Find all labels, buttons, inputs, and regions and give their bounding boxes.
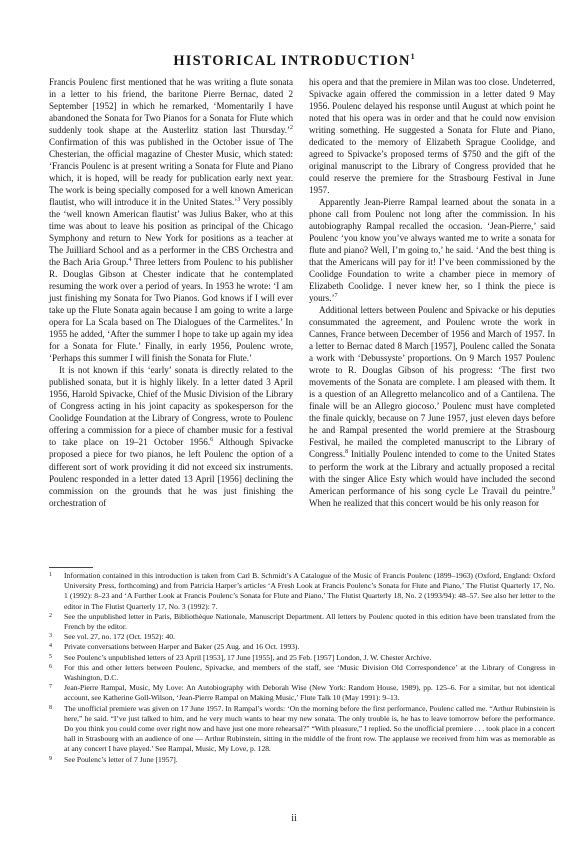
paragraph	[49, 76, 293, 364]
footnote-ref: 9	[552, 485, 555, 492]
footnote-text: Information contained in this introduction is taken from Carl B. Schmidt’s A Catalogue of the Music of Francis Poulenc (1899–1963) (Oxford, England: Oxford University Press, forthcoming) and from Patricia Harper’s articles ‘A Fresh Look at Francis Poulenc’s Sonata for Flute and Piano,’ The Flutist Quarterly 17, No. 1 (1992): 8–23 and ‘A Further Look at Francis Poulenc’s Sonata for Flute and Piano,’ The Flutist Quarterly 18, No. 2 (1993/94): 48–57. See also her letter to the editor in The Flutist Quarterly 17, No. 3 (1992): 7.	[64, 571, 555, 611]
footnote-number: 2	[49, 612, 52, 619]
footnotes	[49, 571, 555, 765]
footnote-text: Private conversations between Harper and Baker (25 Aug. and 16 Oct. 1993).	[64, 642, 300, 652]
footnote-number: 7	[49, 684, 52, 691]
footnote-ref: 7	[334, 293, 338, 300]
paragraph-text: It is not known if this ‘early’ sonata is directly related to the published sonata, but it is highly likely. In a letter dated 3 April 1956, Harold Spivacke, Chief of the Music Division of the Library of Congress acting in his joint capacity as spokesperson for the Coolidge Foundation at the Library of Congress, wrote to Poulenc offering a commission for a piece of chamber music for a festival to take place on 19–21 October 1956.	[49, 365, 293, 448]
footnote	[49, 642, 555, 652]
paragraph	[309, 196, 555, 304]
footnote	[49, 683, 555, 703]
footnote-ref: 8	[345, 449, 349, 456]
footnote	[49, 571, 555, 612]
paragraph-text: Although Spivacke proposed a piece for two pianos, he left Poulenc the option of a different sort of work providing it did not exceed six instruments. Poulenc responded in a letter dated 13 April [1956] declining the commission on the grounds that he was just finishing the orchestration of	[49, 437, 294, 508]
footnote	[49, 612, 555, 632]
footnote-ref: 3	[237, 197, 241, 204]
footnote-text: See Poulenc’s letter of 7 June [1957].	[64, 754, 178, 764]
footnote-number: 9	[49, 755, 52, 762]
paragraph	[309, 76, 555, 196]
footnote	[49, 663, 555, 683]
paragraph-text: Very possibly the ‘well known American flautist’ was Julius Baker, who at this time was about to leave his position as principal of the Chicago Symphony and return to New York for positions as a teacher at The Juilliard School and as a performer in the CBS Orchestra and the Bach Aria Group.	[49, 197, 293, 268]
title-footnote-mark: 1	[410, 52, 415, 61]
footnote	[49, 704, 555, 755]
paragraph-text: Apparently Jean-Pierre Rampal learned about the sonata in a phone call from Poulenc not long after the commission. In his autobiography Rampal recalled the occasion. ‘Jean-Pierre,’ said Poulenc ‘you know you’ve always wanted me to write a sonata for flute and piano? Well, I’m going to,’ he said. ‘And the best thing is that the Americans will pay for it! I’ve been commissioned by the Coolidge Foundation to write a chamber piece in memory of Elizabeth Coolidge. I never knew her, so I think the piece is yours.’	[309, 197, 555, 304]
footnote	[49, 632, 555, 642]
footnote-text: The unofficial premiere was given on 17 June 1957. In Rampal’s words: ‘On the morning before the first performance, Poulenc called me. “Arthur Rubinstein is here,” he said. “I’ve just talked to him, and he very much wants to hear my new sonata. The only trouble is, he has to leave tomorrow before the performance. Do you think you could come over right now and have just one more rehearsal?” “With pleasure,” I replied. So the unofficial premiere . . . took place in a concert hall in Strasbourg with an audience of one — Arthur Rubinstein, sitting in the middle of the front row. The applause we received from him was as memorable as at any concert I have played.’ See Rampal, Music, My Love, p. 128.	[64, 703, 555, 754]
footnote-ref: 4	[128, 257, 132, 264]
page-number: ii	[291, 813, 297, 824]
right-column	[309, 76, 555, 509]
paragraph-text: When he realized that this concert would be his only reason for	[309, 497, 540, 508]
paragraph-text: Three letters from Poulenc to his publisher R. Douglas Gibson at Chester indicate that he contemplated resuming the work over a period of years. In 1953 he wrote: ‘I am just finishing my Sonata for Two Pianos. God knows if I will ever take up the Flute Sonata again because I am going to write a large opera for La Scala based on The Dialogues of the Carmelites.’ In 1955 he added, ‘After the summer I hope to take up again my idea for a Sonata for Flute.’ Finally, in early 1956, Poulenc wrote, ‘Perhaps this summer I will finish the Sonata for Flute.’	[49, 257, 294, 364]
paragraph-text: Confirmation of this was published in the October issue of The Chesterian, the official magazine of Chester Music, which stated: ‘Francis Poulenc is at present writing a Sonata for Flute and Piano which, it is hoped, will be ready for publication early next year. The work is being specially composed for a well known American flautist, who will introduce it in the United States.’	[49, 137, 293, 208]
footnote-text: See vol. 27, no. 172 (Oct. 1952): 40.	[64, 632, 175, 642]
footnote-text: See the unpublished letter in Paris, Bibliothèque Nationale, Manuscript Department. All letters by Poulenc quoted in this edition have been translated from the French by the editor.	[64, 611, 555, 632]
left-column	[49, 76, 293, 509]
footnote-text: Jean-Pierre Rampal, Music, My Love: An Autobiography with Deborah Wise (New York: Random House, 1989), pp. 125–6. For a similar, but not identical account, see Katherine Goll-Wilson, ‘Jean-Pierre Rampal on Making Music,’ Flute Talk 10 (May 1991): 9–13.	[64, 683, 555, 703]
page-title	[0, 52, 588, 70]
footnote-divider	[49, 567, 93, 568]
footnote-ref: 6	[210, 437, 214, 444]
footnote-number: 1	[49, 572, 52, 578]
paragraph	[309, 304, 555, 508]
paragraph-text: Additional letters between Poulenc and Spivacke or his deputies consummated the agreement, and Poulenc wrote the work in Cannes, France between December of 1956 and March of 1957. In a letter to Bernac dated 8 March [1957], Poulenc called the Sonata a work with ‘Debussyste’ proportions. On 9 March 1957 Poulenc wrote to R. Douglas Gibson of his progress: ‘The first two movements of the Sonata are complete. I am pleased with them. It is a question of an Allegretto melancolico and of a Cantilena. The finale will be an Allegro giocoso.’ Poulenc must have completed the finale quickly, because on 7 June 1957, just eleven days before he and Rampal presented the world premiere at the Strasbourg Festival, he mailed the completed manuscript to the Library of Congress.	[309, 305, 555, 460]
title-text: HISTORICAL INTRODUCTION	[173, 52, 411, 69]
footnote-number: 3	[49, 633, 52, 640]
footnote-number: 5	[49, 653, 52, 660]
footnote-number: 8	[49, 704, 52, 711]
footnote-number: 4	[49, 643, 52, 650]
footnote-number: 6	[49, 663, 52, 670]
paragraph-text: his opera and that the premiere in Milan was too close. Undeterred, Spivacke again offered the commission in a letter dated 9 May 1956. Poulenc delayed his response until August at which point he noted that his opera was in order and that he could now envision writing something. He suggested a Sonata for Flute and Piano, dedicated to the memory of Elizabeth Sprague Coolidge, and agreed to Spivacke’s proposed terms of $750 and the gift of the original manuscript to the Library of Congress provided that he could reserve the premiere for the Strasbourg Festival in June 1957.	[309, 77, 555, 196]
footnote-ref: 2	[290, 125, 293, 132]
footnote-text: For this and other letters between Poulenc, Spivacke, and members of the staff, see ‘Music Division Old Correspondence’ at the Library of Congress in Washington, D.C.	[64, 662, 555, 683]
paragraph-text: Francis Poulenc first mentioned that he was writing a flute sonata in a letter to his friend, the baritone Pierre Bernac, dated 2 September [1952] in which he remarked, ‘Momentarily I have abandoned the Sonata for Two Pianos for a Sonata for Flute which suddenly took shape at the Austerlitz station last Thursday.’	[49, 77, 293, 136]
footnote	[49, 653, 555, 663]
footnote-text: See Poulenc’s unpublished letters of 23 April [1953], 17 June [1955], and 25 Feb. [1957] London, J. W. Chester Archive.	[64, 652, 432, 662]
paragraph-text: Initially Poulenc intended to come to the United States to perform the work at the Library and actually proposed a recital with the singer Alice Esty which would have included the second American performance of his song cycle Le Travail du peintre.	[309, 449, 555, 496]
paragraph	[49, 364, 293, 508]
footnote	[49, 755, 555, 765]
